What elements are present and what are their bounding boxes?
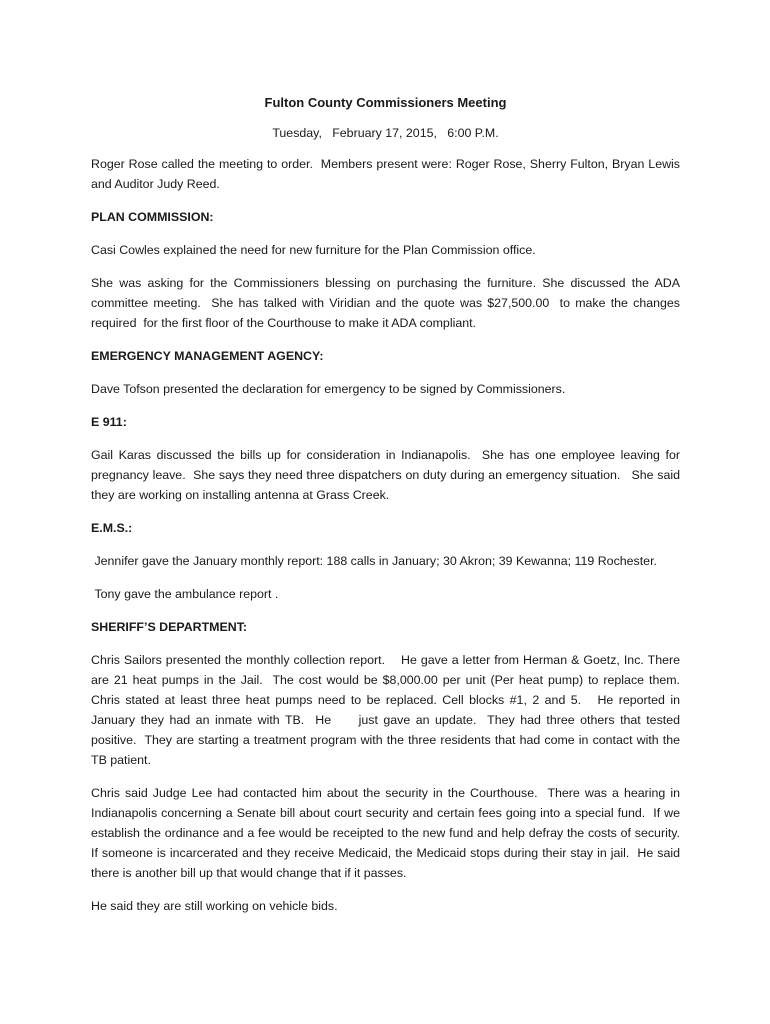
sheriff-paragraph-1: Chris Sailors presented the monthly collection report. He gave a letter from Herman & Goetz, Inc. There are 21 heat pumps in the Jail. The cost would be $8,000.00 per unit (Per heat pump) to replace them. Chris stated at least three heat pumps need to be replaced. Cell blocks #1, 2 and 5. He reported in January they had an inmate with TB. He just gave an update. They had three others that tested positive. They are starting a treatment program with the three residents that had come in contact with the TB patient. bbox=[91, 653, 687, 767]
e911-heading: E 911: bbox=[91, 415, 127, 429]
document-body bbox=[91, 94, 687, 929]
intro-paragraph: Roger Rose called the meeting to order. Members present were: Roger Rose, Sherry Fulton, Bryan Lewis and Auditor Judy Reed. bbox=[91, 157, 684, 191]
sheriff-paragraph-3: He said they are still working on vehicle bids. bbox=[91, 899, 338, 913]
sheriff-paragraph-2: Chris said Judge Lee had contacted him about the security in the Courthouse. There was a hearing in Indianapolis concerning a Senate bill about court security and certain fees going into a special fund. If we establish the ordinance and a fee would be receipted to the new fund and help defray the costs of security. If someone is incarcerated and they receive Medicaid, the Medicaid stops during their stay in jail. He said there is another bill up that would change that if it passes. bbox=[91, 786, 687, 880]
e911-paragraph-1: Gail Karas discussed the bills up for consideration in Indianapolis. She has one employee leaving for pregnancy leave. She says they need three dispatchers on duty during an emergency situation. She said they are working on installing antenna at Grass Creek. bbox=[91, 448, 684, 502]
ems-heading: E.M.S.: bbox=[91, 521, 133, 535]
plan-commission-heading: PLAN COMMISSION: bbox=[91, 210, 214, 224]
ema-heading: EMERGENCY MANAGEMENT AGENCY: bbox=[91, 349, 324, 363]
plan-commission-paragraph-2: She was asking for the Commissioners blessing on purchasing the furniture. She discussed the ADA committee meeting. She has talked with Viridian and the quote was $27,500.00 to make the changes required for the first floor of the Courthouse to make it ADA compliant. bbox=[91, 276, 684, 330]
ems-paragraph-2: Tony gave the ambulance report . bbox=[91, 587, 279, 601]
document-title: Fulton County Commissioners Meeting bbox=[264, 95, 507, 110]
ems-paragraph-1: Jennifer gave the January monthly report: 188 calls in January; 30 Akron; 39 Kewanna; 119 Rochester. bbox=[91, 554, 657, 568]
sheriff-heading: SHERIFF’S DEPARTMENT: bbox=[91, 620, 248, 634]
plan-commission-paragraph-1: Casi Cowles explained the need for new furniture for the Plan Commission office. bbox=[91, 243, 536, 257]
meeting-date: Tuesday, February 17, 2015, 6:00 P.M. bbox=[272, 126, 499, 140]
ema-paragraph-1: Dave Tofson presented the declaration for emergency to be signed by Commissioners. bbox=[91, 382, 566, 396]
